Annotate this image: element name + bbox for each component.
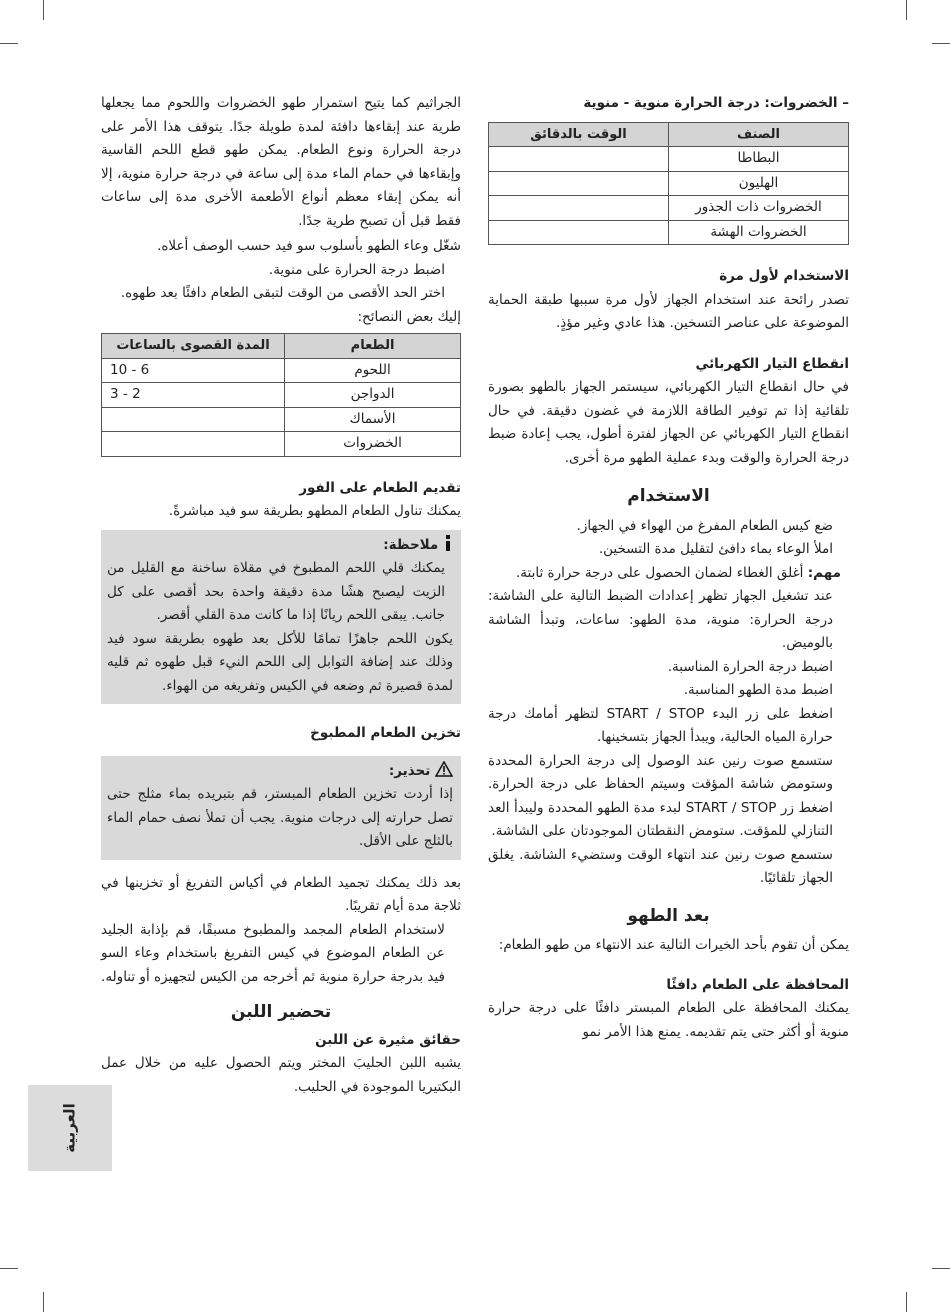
table-cell: 6 - 10	[102, 358, 285, 383]
usage-important	[488, 562, 849, 586]
crop-mark	[906, 0, 907, 20]
warning-heading	[107, 760, 453, 784]
note-box	[101, 530, 461, 705]
after-cooking-heading: بعد الطهو	[627, 905, 710, 926]
important-text: أغلق الغطاء لضمان الحصول على درجة حرارة ثابتة.	[515, 564, 804, 581]
note-label: ملاحظة:	[383, 536, 439, 553]
table-row	[102, 383, 461, 408]
keep-warm-step: اختر الحد الأقصى من الوقت لتبقى الطعام دافئًا بعد طهوه.	[120, 285, 445, 301]
yogurt-facts-heading: حقائق مثيرة عن اللبن	[315, 1031, 461, 1048]
language-tab-label: العربية	[61, 1103, 79, 1153]
crop-mark	[43, 0, 44, 20]
keep-warm-heading: المحافظة على الطعام دافئًا	[666, 976, 849, 993]
usage-step: اضبط مدة الطهو المناسبة.	[683, 682, 833, 698]
first-use-text: تصدر رائحة عند استخدام الجهاز لأول مرة سببها طبقة الحماية الموضوعة على عناصر التسخين. هذا عادي وغير مؤذٍ.	[488, 291, 849, 331]
vegetables-heading: – الخضروات: درجة الحرارة منوية - منوية	[583, 95, 849, 111]
warning-icon	[435, 761, 453, 777]
crop-mark	[906, 1292, 907, 1312]
storage-heading: تخزين الطعام المطبوخ	[310, 725, 461, 741]
table-cell	[489, 220, 669, 245]
table-row	[102, 407, 461, 432]
table-cell: الخضروات ذات الجذور	[669, 196, 849, 221]
table-cell: الخضروات	[285, 432, 461, 457]
tips-intro: إليك بعض النصائح:	[357, 308, 461, 325]
continuation-text: الجراثيم كما يتيح استمرار طهو الخضروات واللحوم مما يجعلها طرية عند إبقاءها دافئة لمدة طويلة جدًا. يتوقف هذا الأمر على درجة الحرارة ونوع الطعام. يمكن طهو قطع اللحم القاسية وإبقاءها في حمام الماء مدة إلى ساعة في درجة حرارة منوية، إلا أنه يمكن إبقاء معظم أنواع الأطعمة الأخرى مدة إلى ساعات فقط قبل أن تصبح طرية جدًا.	[101, 95, 461, 229]
note-text: يكون اللحم جاهزًا تمامًا للأكل بعد طهوه بطريقة سود فيد وذلك عند إضافة التوابل إلى اللحم النيء قبل طهوه ثم قليه لمدة قصيرة ثم وضعه في الكيس وتفريغه من الهواء.	[107, 630, 453, 694]
table-cell: 2 - 3	[102, 383, 285, 408]
first-use-heading: الاستخدام لأول مرة	[719, 268, 849, 284]
language-tab	[28, 1085, 112, 1171]
keep-warm-step: اضبط درجة الحرارة على منوية.	[268, 261, 445, 278]
table-row	[489, 147, 849, 172]
table-row	[489, 196, 849, 221]
vegetables-table	[488, 122, 849, 246]
usage-heading: الاستخدام	[627, 486, 710, 506]
table-header: الطعام	[285, 334, 461, 359]
important-label: مهم:	[807, 564, 841, 581]
table-cell	[489, 196, 669, 221]
table-cell	[102, 432, 285, 457]
yogurt-heading: تحضير اللبن	[230, 1002, 332, 1022]
table-row	[489, 220, 849, 245]
crop-mark	[932, 43, 950, 44]
table-header: المدة القصوى بالساعات	[102, 334, 285, 359]
keep-warm-table	[101, 333, 461, 457]
warning-box	[101, 756, 461, 860]
freeze-text: بعد ذلك يمكنك تجميد الطعام في أكياس التفريغ أو تخزينها في ثلاجة مدة أيام تقريبًا.	[101, 874, 461, 914]
crop-mark	[0, 43, 18, 44]
table-cell: البطاطا	[669, 147, 849, 172]
serve-heading: تقديم الطعام على الفور	[299, 479, 461, 496]
thaw-text: لاستخدام الطعام المجمد والمطبوخ مسبقًا، قم بإذابة الجليد عن الطعام الموضوع في كيس التفريغ باستخدام وعاء السو فيد بدرجة حرارة منوية ثم أخرجه من الكيس لتجهيزه أو تناوله.	[101, 921, 445, 985]
usage-step: عند تشغيل الجهاز تظهر إعدادات الضبط التالية على الشاشة: درجة الحرارة: منوية، مدة الطهو: ساعات، وتبدأ الشاشة بالوميض.	[488, 588, 833, 651]
note-heading	[107, 534, 453, 558]
warning-label: تحذير:	[388, 762, 431, 779]
keep-warm-text: يمكنك المحافظة على الطعام المبستر دافئًا على درجة حرارة منوية أو أكثر حتى يتم تقديمه. يمنع هذا الأمر نمو	[488, 1000, 849, 1040]
table-row	[102, 432, 461, 457]
usage-step: ضع كيس الطعام المفرغ من الهواء في الجهاز.	[576, 517, 833, 534]
power-outage-text: في حال انقطاع التيار الكهربائي، سيستمر الجهاز بالطهو بصورة تلقائية إذا تم توفير الطاقة اللازمة في غضون دقيقة. في حال انقطاع التيار الكهربائي عن الجهاز لفترة أطول، يجب إعادة ضبط درجة الحرارة والوقت وبدء عملية الطهو مرة أخرى.	[488, 379, 849, 466]
table-cell: الأسماك	[285, 407, 461, 432]
usage-step: ستسمع صوت رنين عند الوصول إلى درجة الحرارة المحددة وستومض شاشة المؤقت وسيتم الحفاظ على درجة الحرارة. اضغط زر START / STOP لبدء مدة الطهو المحددة وليبدأ العد التنازلي للمؤقت. ستومض النقطتان الموجودتان على الشاشة.	[488, 752, 833, 839]
power-outage-heading: انقطاع التيار الكهربائي	[695, 355, 849, 372]
table-row	[102, 358, 461, 383]
table-header: الوقت بالدقائق	[489, 122, 669, 147]
right-column	[488, 92, 849, 1044]
table-cell: الهليون	[669, 171, 849, 196]
warning-text: إذا أردت تخزين الطعام المبستر، قم بتبريده بماء مثلج حتى تصل حرارته إلى درجات منوية. يجب أن تملأ نصف حمام الماء بالثلج على الأقل.	[107, 786, 453, 849]
after-cooking-text: يمكن أن تقوم بأحد الخيرات التالية عند الانتهاء من طهو الطعام:	[498, 937, 849, 953]
yogurt-facts-text: يشبه اللبن الحليبَ المختر ويتم الحصول عليه من خلال عمل البكتيريا الموجودة في الحليب.	[101, 1055, 461, 1095]
crop-mark	[932, 1268, 950, 1269]
serve-text: يمكنك تناول الطعام المطهو بطريقة سو فيد مباشرةً.	[168, 503, 461, 519]
table-cell	[489, 147, 669, 172]
usage-step: اضبط درجة الحرارة المناسبة.	[667, 658, 833, 675]
note-text: يمكنك قلي اللحم المطبوخ في مقلاة ساخنة مع القليل من الزيت ليصبح هشًا مدة دقيقة واحدة بحد أقصى على كل جانب. يبقى اللحم ريانًا إذا ما كانت مدة القلي أقصر.	[107, 560, 445, 623]
table-cell: اللحوم	[285, 358, 461, 383]
table-cell: الدواجن	[285, 383, 461, 408]
table-row	[489, 171, 849, 196]
left-column	[101, 92, 461, 1099]
table-cell	[489, 171, 669, 196]
info-icon	[443, 535, 453, 551]
keep-warm-step: شغّل وعاء الطهو بأسلوب سو فيد حسب الوصف أعلاه.	[157, 238, 461, 254]
crop-mark	[43, 1292, 44, 1312]
table-cell	[102, 407, 285, 432]
table-header: الصنف	[669, 122, 849, 147]
usage-step: املأ الوعاء بماء دافئ لتقليل مدة التسخين.	[598, 541, 833, 557]
usage-step: اضغط على زر البدء START / STOP لتظهر أمامك درجة حرارة المياه الحالية، ويبدأ الجهاز بتسخينها.	[488, 705, 833, 745]
crop-mark	[0, 1268, 18, 1269]
table-cell: الخضروات الهشة	[669, 220, 849, 245]
usage-step: ستسمع صوت رنين عند انتهاء الوقت وستضيء الشاشة. يغلق الجهاز تلقائيًا.	[488, 846, 833, 886]
